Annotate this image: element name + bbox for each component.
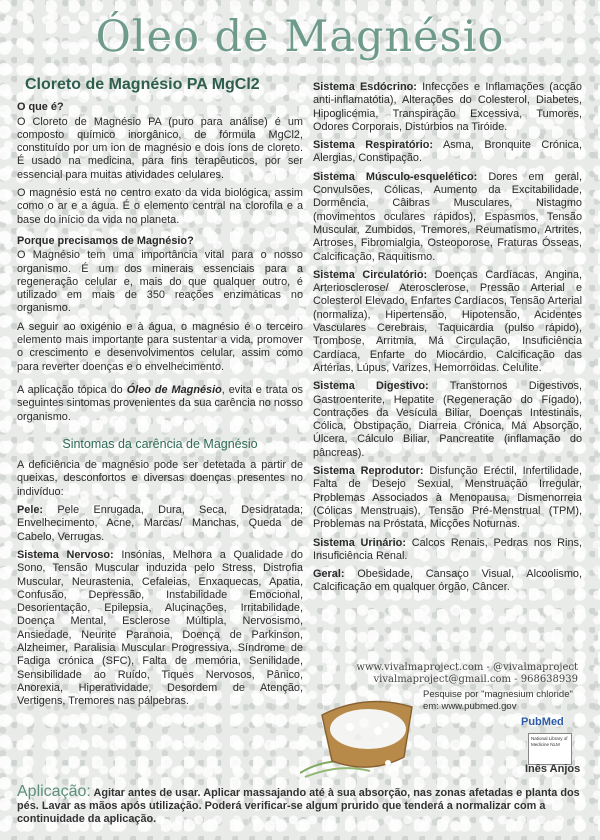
paragraph-vital-importance: O Magnésio tem uma importância vital para o nosso organismo. É um dos minerais essenciais para a regeneração celular e, mais do que qualquer outro, é utilizado em mais de 350 reações enzimáticas no organismo.: [17, 249, 303, 315]
right-column: [313, 81, 582, 600]
symptoms-circulatorio: Sistema Circulatório: Doenças Cardíacas, Angina, Arteriosclerose/ Aterosclerose, Pressão Arterial e Colesterol Elevado, Enfartes Cardíacos, Tensão Arterial (normaliza), Hipertensão, Hipotensão, Acidentes Vasculares Cerebrais, Taquicardia (pulso rápido), Trombose, Arritmia, Má Circulação, Insuficiência Cardíaca, Enfarte do Miocárdio, Calcificação das Artérias, Lúpus, Varizes, Hemorroidas. Celulite.: [313, 268, 582, 374]
author-name: Inês Anjos: [525, 763, 581, 775]
salt-bowl-illustration: [300, 685, 430, 780]
symptoms-geral: Geral: Obesidade, Cansaço Visual, Alcoolismo, Calcificação em qualquer órgão, Câncer.: [313, 568, 582, 594]
application-instructions: [17, 785, 583, 826]
symptoms-digestivo: Sistema Digestivo: Transtornos Digestivos, Gastroenterite, Hepatite (Regeneração do Fígado), Contrações da Vesícula Biliar, Doenças Intestinais, Cólica, Obstipação, Diarreia Crónica, Má Absorção, Úlcera, Cálculo Biliar, Pancreatite (inflamação do pâncreas).: [313, 380, 582, 459]
symptoms-urinario: Sistema Urinário: Calcos Renais, Pedras nos Rins, Insuficiência Renal.: [313, 536, 582, 562]
application-text: Agitar antes de usar. Aplicar massajando até à sua absorção, nas zonas afetadas e planta dos pés. Lavar as mãos após utilização. Poderá verificar-se algum prurido que tenderá a normalizar com a continuidade da aplicação.: [17, 787, 580, 825]
left-column: [17, 78, 303, 713]
pubmed-search-hint: Pesquise por "magnesium chloride" em: www.pubmed.gov: [423, 689, 573, 712]
paragraph-third-element: A seguir ao oxigénio e à água, o magnésio é o terceiro elemento mais importante para sustentar a vida, promover o crescimento e desenvolvimentos celular, assim como para reverter doenças e o envelhecimento.: [17, 320, 303, 373]
question-what-is: O que é?: [17, 101, 64, 114]
symptoms-endocrino: Sistema Esdócrino: Infecções e Inflamações (acção anti-inflamatótia), Alterações do Colesterol, Diabetes, Hipoglicémia, Transpiração Excessiva, Tumores, Odores Corporais, Distúrbios na Tiróide.: [313, 81, 582, 133]
email-phone: vivalmaproject@gmail.com - 968638939: [373, 674, 578, 685]
symptoms-musculo-esqueletico: Sistema Músculo-esquelético: Dores em geral, Convulsões, Cólicas, Aumento da Excitabilidade, Dormência, Câibras Musculares, Nistagmo (movimentos oculares rápidos), Espasmos, Tensão Muscular, Zumbidos, Tremores, Reumatismo, Artrites, Artroses, Fibromialgia, Osteoporose, Fraturas Ósseas, Calcificação, Raquitismo.: [313, 170, 583, 263]
paragraph-biological-life: O magnésio está no centro exato da vida biológica, assim como o ar e a água. É o elemento central na clorofila e a base do início da vida no planeta.: [17, 187, 303, 226]
paragraph-definition: O Cloreto de Magnésio PA (puro para análise) é um composto químico inorgânico, de fórmula MgCl2, constituído por um ion de magnésio e dois íons de cloreto. É usado na medicina, para fins terapêuticos, por ser essencial para muitas atividades celulares.: [17, 115, 303, 181]
subtitle: Cloreto de Magnésio PA MgCl2: [25, 76, 260, 93]
pubmed-logo: PubMed: [521, 716, 564, 728]
symptoms-pele: Pele: Pele Enrugada, Dura, Seca, Desidratada; Envelhecimento, Acne, Marcas/ Manchas, Queda de Cabelo, Verrugas.: [17, 504, 303, 543]
page-title: Óleo de Magnésio: [95, 12, 505, 62]
symptoms-respiratorio: Sistema Respiratório: Asma, Bronquite Crónica, Alergias, Constipação.: [313, 139, 582, 165]
product-name: Óleo de Magnésio: [126, 383, 222, 396]
nlm-badge: National Library of Medicine NLM: [528, 733, 572, 765]
question-why-needed: Porque precisamos de Magnésio?: [17, 234, 194, 247]
contact-info: [338, 662, 578, 686]
symptoms-reprodutor: Sistema Reprodutor: Disfunção Eréctil, Infertilidade, Falta de Desejo Sexual, Menstruação Irregular, Problemas Associados à Menopausa, Dismenorreia (Cólicas Menstruais), Tensão Pré-Menstrual (TPM), Problemas na Próstata, Micções Noturnas.: [313, 465, 582, 531]
symptoms-sistema-nervoso: Sistema Nervoso: Insónias, Melhora a Qualidade do Sono, Tensão Muscular induzida pelo Stress, Distrofia Muscular, Neurastenia, Cefaleias, Enxaquecas, Apatia, Confusão, Depressão, Instabilidade Emocional, Desorientação, Epilepsia, Alucinações, Irritabilidade, Doença Mental, Esclerose Múltipla, Nervosismo, Ansiedade, Neurite Paranoia, Doença de Parkinson, Alzheimer, Paralisia Muscular Progressiva, Síndrome de Fadiga crónica (SFC), Falta de memória, Senilidade, Sensibilidade ao Ruído, Tiques Nervosos, Pânico, Anorexia, Hiperatividade, Desordem de Atenção, Vertigens, Tremores nas pálpebras.: [17, 548, 303, 708]
paragraph-topical-application: A aplicação tópica do Óleo de Magnésio, evita e trata os seguintes sintomas provenientes da sua carência no nosso organismo.: [17, 383, 303, 423]
paragraph-deficiency: A deficiência de magnésio pode ser detetada a partir de queixas, desconfortos e diversas doenças presentes no indivíduo:: [17, 459, 303, 498]
application-label: Aplicação:: [17, 783, 91, 800]
symptoms-heading: Sintomas da carência de Magnésio: [62, 436, 258, 451]
salt-bowl-image: [300, 685, 430, 780]
website-link[interactable]: www.vivalmaproject.com - @vivalmaproject: [356, 662, 578, 673]
